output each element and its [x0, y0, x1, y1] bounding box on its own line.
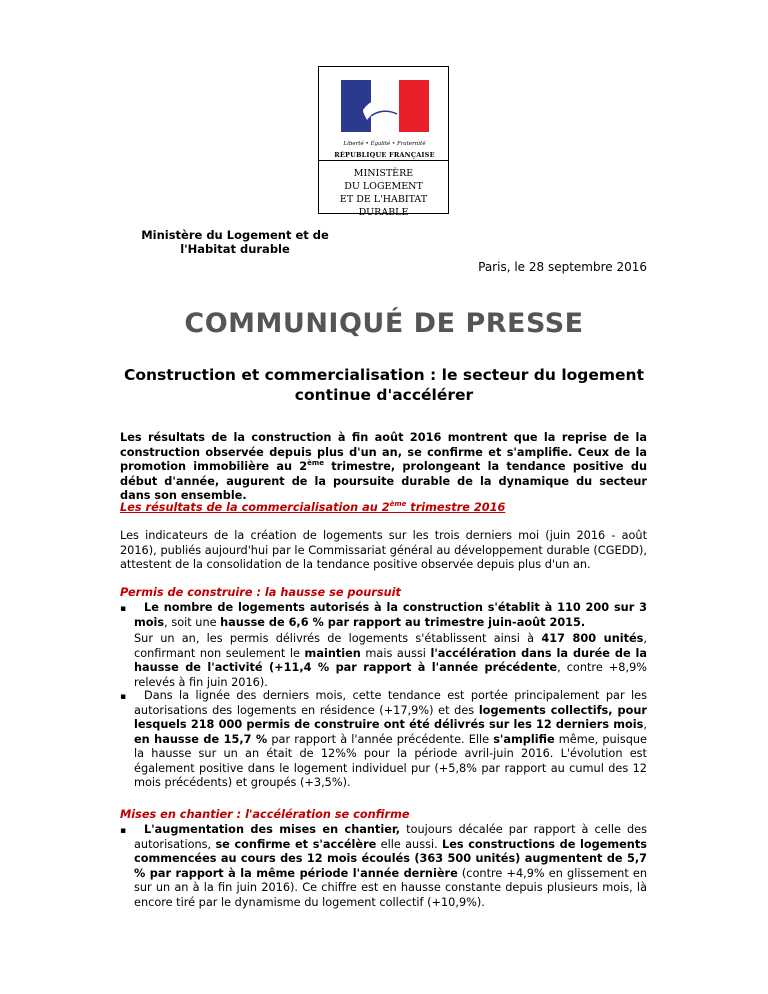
permis-b1-text: , soit une	[164, 615, 221, 629]
ministry-name: Ministère du Logement et de l'Habitat durable	[141, 228, 329, 256]
chantier-heading: Mises en chantier : l'accélération se confirme	[120, 808, 410, 821]
chantier-t2: elle aussi.	[376, 837, 442, 851]
permis-p-t3: mais aussi	[360, 646, 431, 660]
permis-p-b3: l'accélération dans la durée de la hausse de l'activité (+11,4 % par rapport à l'année précédente	[134, 646, 648, 674]
permis-b2-b1: logements collectifs, pour lesquels 218 000 permis de construire ont été délivrés sur les 12 derniers mois	[134, 703, 647, 731]
permis-p-b2: maintien	[304, 646, 361, 660]
permis-b2-b2: en hausse de 15,7 %	[134, 732, 268, 746]
ministry-box-text	[319, 167, 448, 219]
section-commercialisation-heading	[120, 501, 647, 516]
chantier-b1: L'augmentation des mises en chantier,	[144, 823, 401, 836]
republic-logo-box	[318, 66, 449, 218]
bullet-icon: ▪	[120, 692, 127, 702]
ministry-line-2: DU LOGEMENT	[344, 181, 423, 192]
permis-p-t1: Sur un an, les permis délivrés de logements s'établissent ainsi à	[134, 632, 542, 645]
permis-p-t4: , contre +8,9% relevés à fin juin 2016).	[134, 661, 648, 689]
permis-b2-t3: par rapport à l'année précédente. Elle	[267, 732, 494, 746]
motto: Liberté • Égalité • Fraternité	[343, 141, 426, 147]
bullet-icon: ▪	[120, 826, 127, 836]
chantier-b3: Les constructions de logements commencées au cours des 12 mois écoulés (363 500 unités) augmentent de 5,7 % par rapport à la même période l'année dernière	[134, 837, 647, 880]
chantier-bullet-1	[134, 823, 647, 910]
permis-bullet-1	[134, 601, 647, 630]
permis-b1-bold: Le nombre de logements autorisés à la construction s'établit à 110 200 sur 3 mois	[134, 601, 647, 629]
permis-paragraph	[134, 632, 647, 690]
intro-text-2: trimestre, prolongeant la tendance positive du début d'année, augurent de la poursuite durable de la dynamique du secteur dans son ensemble.	[120, 460, 647, 502]
permis-p-b1: 417 800 unités	[541, 632, 644, 645]
permis-b2-t1: Dans la lignée des derniers mois, cette tendance est portée principalement par les autorisations des logements en résidence (+17,9%) et des	[134, 689, 647, 717]
permis-bullet-2	[134, 689, 647, 791]
section1-text-b: trimestre 2016	[406, 501, 506, 514]
intro-sup: ème	[307, 459, 324, 468]
ministry-line-3: ET DE L'HABITAT	[339, 194, 428, 205]
chantier-t3: (contre +4,9% en glissement en sur un an à la fin juin 2016). Ce chiffre est en hausse constante depuis plusieurs mois, là encore tiré par le dynamisme du logement collectif (+10,9%).	[134, 866, 647, 909]
chantier-b2: se confirme et s'accélère	[215, 837, 377, 851]
main-title-line-2: continue d'accélérer	[294, 386, 474, 404]
section1-sup: ème	[389, 500, 407, 509]
ministry-line-4: DURABLE	[358, 207, 409, 218]
ministry-line-1: MINISTÈRE	[353, 168, 414, 179]
permis-heading: Permis de construire : la hausse se poursuit	[120, 586, 401, 599]
press-release-title: COMMUNIQUÉ DE PRESSE	[184, 308, 584, 339]
republic-name: RÉPUBLIQUE FRANÇAISE	[334, 151, 435, 159]
indicators-paragraph: Les indicateurs de la création de logements sur les trois derniers moi (juin 2016 - août 2016), publiés aujourd'hui par le Commissariat général au développement durable (CGEDD), attestent de la consolidation de la tendance positive observée depuis plus d'un an.	[120, 529, 647, 571]
main-title	[90, 365, 678, 405]
chantier-t1: toujours décalée par rapport à celle des autorisations,	[134, 823, 648, 851]
intro-paragraph	[120, 431, 647, 504]
intro-text-1: Les résultats de la construction à fin août 2016 montrent que la reprise de la construction observée depuis plus d'un an, se confirme et s'amplifie. Ceux de la promotion immobilière au 2	[120, 431, 647, 473]
main-title-line-1: Construction et commercialisation : le secteur du logement	[124, 366, 644, 384]
logo-divider	[319, 160, 448, 161]
marianne-flag-icon	[341, 80, 429, 132]
bullet-icon: ▪	[120, 604, 127, 614]
permis-b1-bold2: hausse de 6,6 % par rapport au trimestre juin-août 2015.	[220, 615, 586, 629]
permis-p-t2: , confirmant non seulement le	[134, 632, 647, 660]
permis-b2-b3: s'amplifie	[493, 732, 555, 746]
permis-b2-t4: même, puisque la hausse sur un an était de 12%% pour la période avril-juin 2016. L'évolution est également positive dans le logement individuel pur (+5,8% par rapport au cumul des 12 mois précédents) et groupés (+3,5%).	[134, 732, 647, 789]
section1-text-a: Les résultats de la commercialisation au 2	[120, 501, 390, 514]
place-date: Paris, le 28 septembre 2016	[478, 260, 647, 274]
permis-b2-t2: ,	[643, 718, 647, 731]
